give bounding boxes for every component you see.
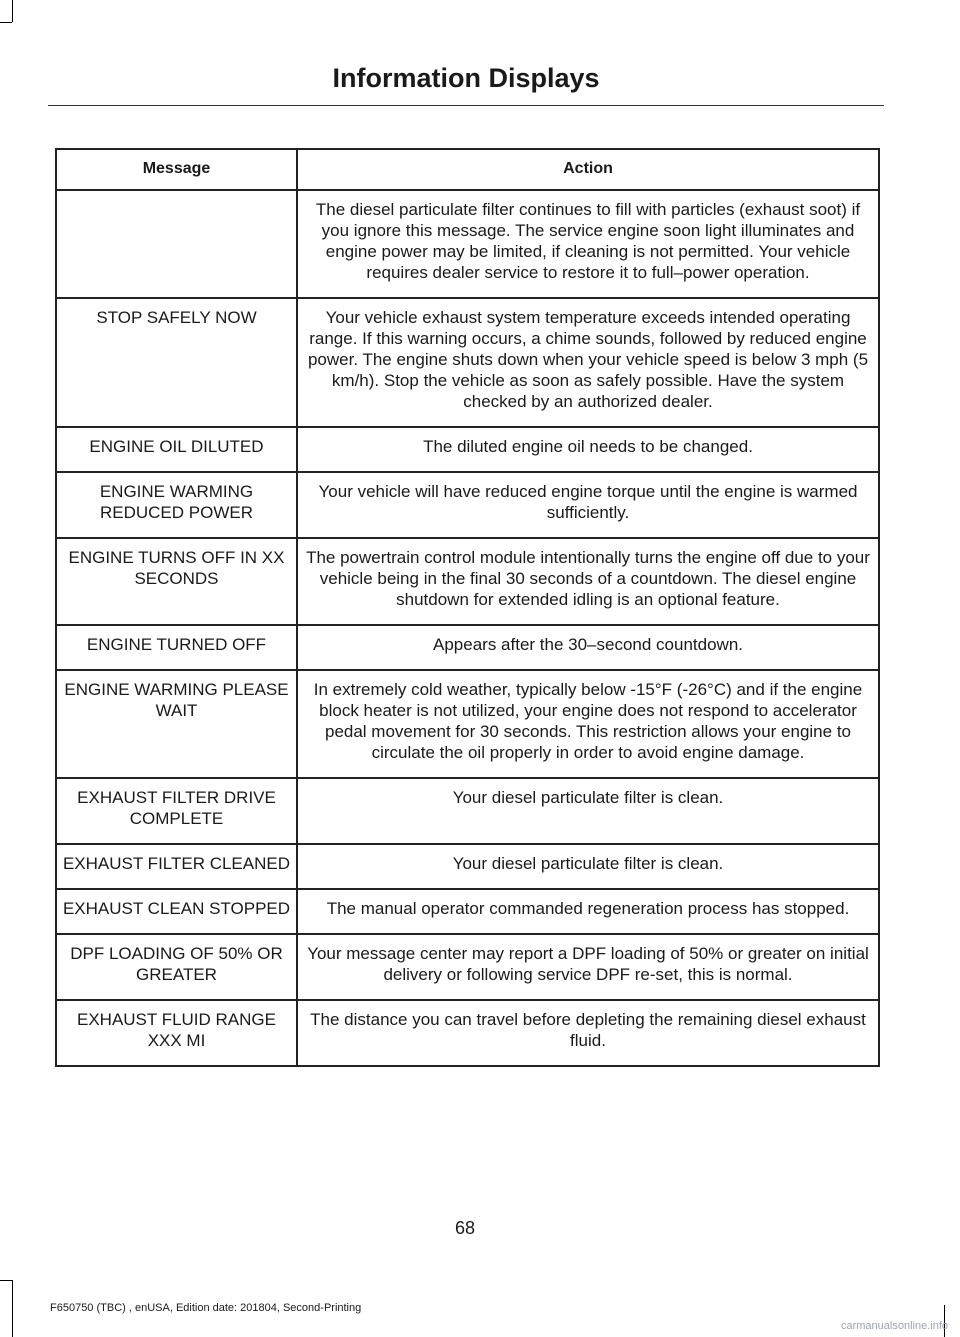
message-cell (56, 190, 297, 298)
message-cell: EXHAUST FILTER DRIVE COMPLETE (56, 778, 297, 844)
header-divider (48, 105, 884, 106)
table-row (56, 625, 879, 670)
message-cell: ENGINE OIL DILUTED (56, 427, 297, 472)
action-cell: In extremely cold weather, typically below -15°F (-26°C) and if the engine block heater is not utilized, your engine does not respond to accelerator pedal movement for 30 seconds. This restriction allows your engine to circulate the oil properly in order to avoid engine damage. (297, 670, 879, 778)
table-row (56, 670, 879, 778)
table-row (56, 778, 879, 844)
table-header-row (56, 149, 879, 190)
action-cell: Your vehicle will have reduced engine torque until the engine is warmed sufficiently. (297, 472, 879, 538)
table-row (56, 934, 879, 1000)
table-row (56, 844, 879, 889)
message-cell: EXHAUST FILTER CLEANED (56, 844, 297, 889)
action-cell: Appears after the 30–second countdown. (297, 625, 879, 670)
message-cell: EXHAUST FLUID RANGE XXX MI (56, 1000, 297, 1066)
action-cell: Your vehicle exhaust system temperature exceeds intended operating range. If this warning occurs, a chime sounds, followed by reduced engine power. The engine shuts down when your vehicle speed is below 3 mph (5 km/h). Stop the vehicle as soon as safely possible. Have the system checked by an authorized dealer. (297, 298, 879, 427)
table-row (56, 1000, 879, 1066)
table-row (56, 538, 879, 625)
page-number: 68 (454, 1218, 476, 1238)
column-header-message: Message (56, 149, 297, 190)
site-watermark: carmanualsonline.info (840, 1320, 948, 1332)
action-cell: Your diesel particulate filter is clean. (297, 778, 879, 844)
table-row (56, 427, 879, 472)
edition-footer: F650750 (TBC) , enUSA, Edition date: 201804, Second-Printing (50, 1302, 362, 1314)
crop-mark (12, 0, 13, 22)
message-cell: ENGINE WARMING REDUCED POWER (56, 472, 297, 538)
table-row (56, 472, 879, 538)
message-cell: EXHAUST CLEAN STOPPED (56, 889, 297, 934)
page-title: Information Displays (332, 63, 600, 93)
message-cell: ENGINE TURNS OFF IN XX SECONDS (56, 538, 297, 625)
action-cell: The manual operator commanded regeneration process has stopped. (297, 889, 879, 934)
crop-mark (0, 22, 12, 23)
action-cell: The powertrain control module intentionally turns the engine off due to your vehicle being in the final 30 seconds of a countdown. The diesel engine shutdown for extended idling is an optional feature. (297, 538, 879, 625)
crop-mark (0, 1280, 12, 1281)
action-cell: The diluted engine oil needs to be changed. (297, 427, 879, 472)
column-header-action: Action (297, 149, 879, 190)
table-row (56, 190, 879, 298)
action-cell: Your diesel particulate filter is clean. (297, 844, 879, 889)
message-cell: DPF LOADING OF 50% OR GREATER (56, 934, 297, 1000)
message-cell: ENGINE TURNED OFF (56, 625, 297, 670)
action-cell: The diesel particulate filter continues to fill with particles (exhaust soot) if you ignore this message. The service engine soon light illuminates and engine power may be limited, if cleaning is not permitted. Your vehicle requires dealer service to restore it to full–power operation. (297, 190, 879, 298)
table-row (56, 889, 879, 934)
action-cell: The distance you can travel before depleting the remaining diesel exhaust fluid. (297, 1000, 879, 1066)
crop-mark (12, 1280, 13, 1337)
action-cell: Your message center may report a DPF loading of 50% or greater on initial delivery or following service DPF re-set, this is normal. (297, 934, 879, 1000)
message-cell: STOP SAFELY NOW (56, 298, 297, 427)
table-row (56, 298, 879, 427)
message-table (55, 148, 880, 1067)
message-cell: ENGINE WARMING PLEASE WAIT (56, 670, 297, 778)
